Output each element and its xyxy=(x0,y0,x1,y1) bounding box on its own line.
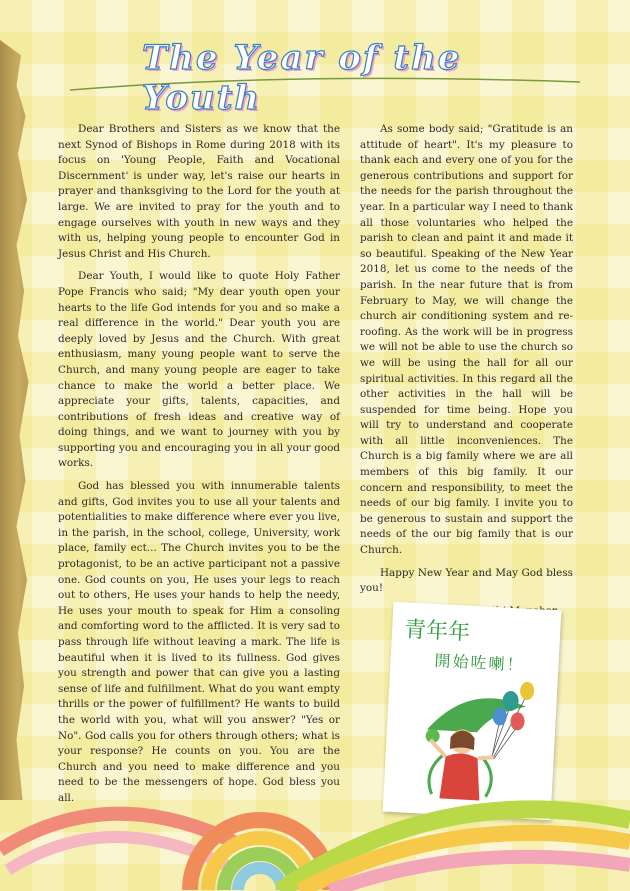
paragraph: As some body said; "Gratitude is an attitude of heart". It's my pleasure to thank each and every one of you for the generous contributions and support for the needs for the parish throughout the year. In a particular way I need to thank all those voluntaries who helped the parish to clean and paint it and made it so beautiful. Speaking of the New Year 2018, let us come to the needs of the parish. In the near future that is from February to May, we will change the church air conditioning system and re-roofing. As the work will be in progress we will not be able to use the church so we will be using the hall for all our spiritual activities. In this regard all the other activities in the hall will be suspended for time being. Hope you will try to understand and cooperate with all little inconveniences. The Church is a big family where we are all members of this big family. It our concern and responsibility, to meet the needs of our big family. I invite you to be generous to sustain and support the needs of the our big family that is our Church. xyxy=(360,123,573,557)
page-title: The Year of the Youth xyxy=(142,38,462,118)
balloon-icon xyxy=(520,682,535,701)
card-subheading: 開始咗喇！ xyxy=(434,650,525,675)
paragraph: God has blessed you with innumerable talents and gifts, God invites you to use all your talents and potentialities to make difference where ever you live, in the parish, in the school, college, University, work place, family ect... The Church invites you to be the protagonist, to be an active participant not a passive one. God counts on you, He uses your legs to reach out to others, He uses your hands to help the needy, He uses your mouth to speak for Him a consoling and comforting word to the afflicted. It is very sad to pass through life without leaving a mark. The life is beautiful when it is lived to its fullness. God gives you strength and power that can give you a lasting sense of life and fulfillment. What do you want empty thrills or the power of fulfillment? He wants to build the world with you, what will you answer? "Yes or No". God calls you for others through others; what is your response? He counts on you. You are the Church and you need to make difference and you need to be the messengers of hope. God bless you all. xyxy=(58,480,340,804)
torn-paper-edge xyxy=(0,40,30,800)
closing-greeting: Happy New Year and May God bless you! xyxy=(360,566,573,595)
paragraph: Dear Brothers and Sisters as we know that the next Synod of Bishops in Rome during 2018 with its focus on 'Young People, Faith and Vocational Discernment' is under way, let's raise our hearts in prayer and thanksgiving to the Lord for the youth at large. We are invited to pray for the youth and to engage ourselves with youth in new ways and they with us, helping young people to encounter God in Jesus Christ and His Church. xyxy=(58,123,340,260)
rainbow-decoration xyxy=(0,700,630,891)
title-banner xyxy=(70,28,580,118)
right-column xyxy=(360,122,573,635)
card-heading: 青年年 xyxy=(403,617,471,646)
paragraph: Dear Youth, I would like to quote Holy Father Pope Francis who said; "My dear youth open your hearts to the life God intends for you and so make a real difference in the world." Dear youth you are deeply loved by Jesus and the Church. With great enthusiasm, many young people want to serve the Church, and many young people are eager to take chance to make the world a better place. We appreciate your gifts, talents, capacities, and contributions of fresh ideas and creative way of doing things, and we want to journey with you by supporting you and encouraging you in all your good works. xyxy=(58,270,340,470)
